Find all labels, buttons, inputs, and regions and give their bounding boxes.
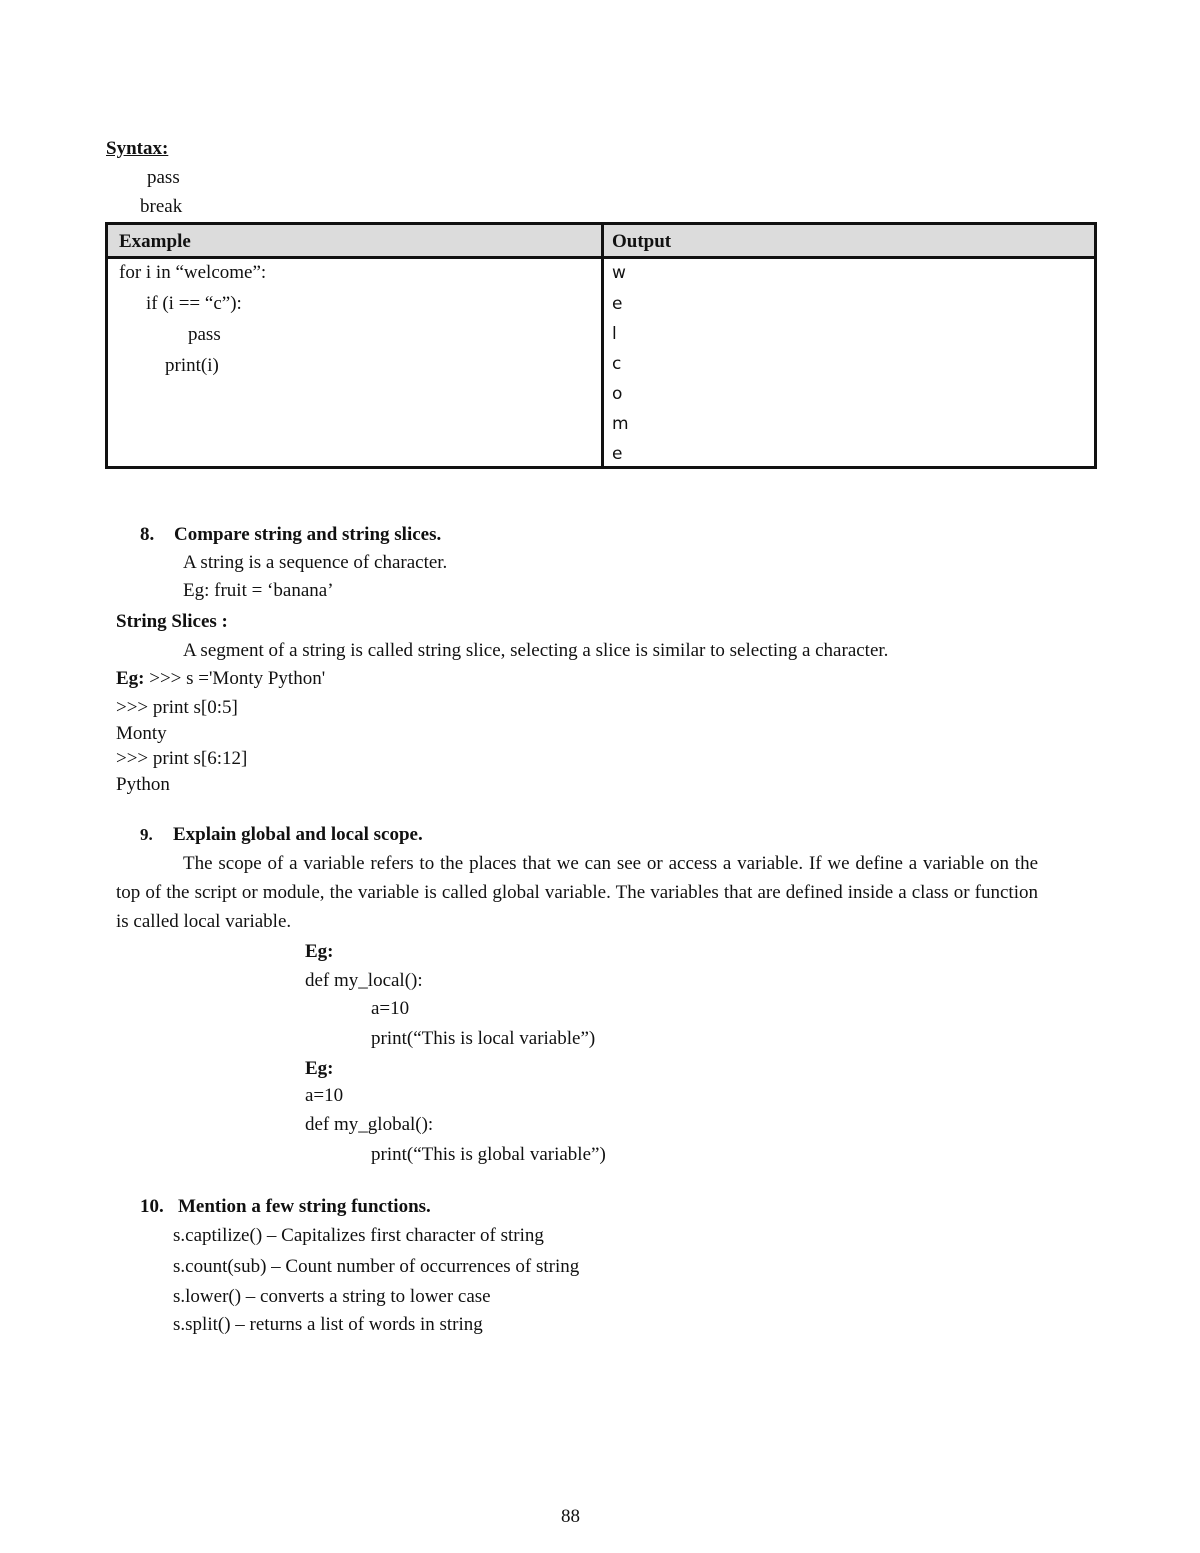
q10-title: Mention a few string functions. [178,1196,431,1217]
output-line: l [612,324,617,344]
string-function-item: s.lower() – converts a string to lower case [173,1286,491,1307]
q8-code-line: >>> print s[6:12] [116,748,248,769]
example-table [105,222,1097,469]
string-function-item: s.split() – returns a list of words in string [173,1314,483,1335]
q8-code-line: >>> print s[0:5] [116,697,238,718]
syntax-line-pass: pass [147,167,180,188]
output-line: e [612,444,623,464]
q8-eg-code: >>> s ='Monty Python' [149,668,326,689]
code-line: if (i == “c”): [146,293,242,314]
string-slices-heading: String Slices : [116,611,228,632]
q9-eg2-body: print(“This is global variable”) [371,1144,606,1165]
q8-number: 8. [140,524,155,545]
output-line: c [612,354,622,374]
code-line: for i in “welcome”: [119,262,267,283]
q9-paragraph: The scope of a variable refers to the places that we can see or access a variable. If we define a variable on the top of the script or module, the variable is called global variable. The variables that are defined inside a class or function is called local variable. [116,853,1038,932]
q8-eg-label: Eg: [116,668,145,689]
q8-title: Compare string and string slices. [174,524,442,545]
q8-code-line: Monty [116,723,167,744]
table-column-divider [601,225,604,466]
q9-eg1-body: a=10 [371,998,410,1019]
table-header-output: Output [612,231,672,252]
page-number: 88 [561,1506,580,1527]
output-line: m [612,414,629,434]
q8-eg-line [116,669,325,688]
q9-number: 9. [140,825,153,844]
string-slices-description: A segment of a string is called string slice, selecting a slice is similar to selecting a character. [183,640,889,661]
q9-eg2-assign: a=10 [305,1085,344,1106]
string-function-item: s.count(sub) – Count number of occurrences of string [173,1256,580,1277]
q9-eg2-label: Eg: [305,1058,334,1079]
q8-code-line: Python [116,774,170,795]
q9-eg2-def: def my_global(): [305,1114,434,1135]
q8-line2: Eg: fruit = ‘banana’ [183,580,334,601]
output-line: e [612,294,623,314]
q9-eg1-def: def my_local(): [305,970,423,991]
q8-line1: A string is a sequence of character. [183,552,448,573]
q9-eg1-body: print(“This is local variable”) [371,1028,596,1049]
q9-eg1-label: Eg: [305,941,334,962]
string-function-item: s.captilize() – Capitalizes first character of string [173,1225,544,1246]
q9-title: Explain global and local scope. [173,824,423,845]
output-line: o [612,384,623,404]
code-line: pass [188,324,221,345]
output-line: w [612,263,626,283]
syntax-line-break: break [140,196,183,217]
syntax-heading: Syntax: [106,138,169,159]
code-line: print(i) [165,355,219,376]
table-header-example: Example [119,231,191,252]
q10-number: 10. [140,1196,164,1217]
